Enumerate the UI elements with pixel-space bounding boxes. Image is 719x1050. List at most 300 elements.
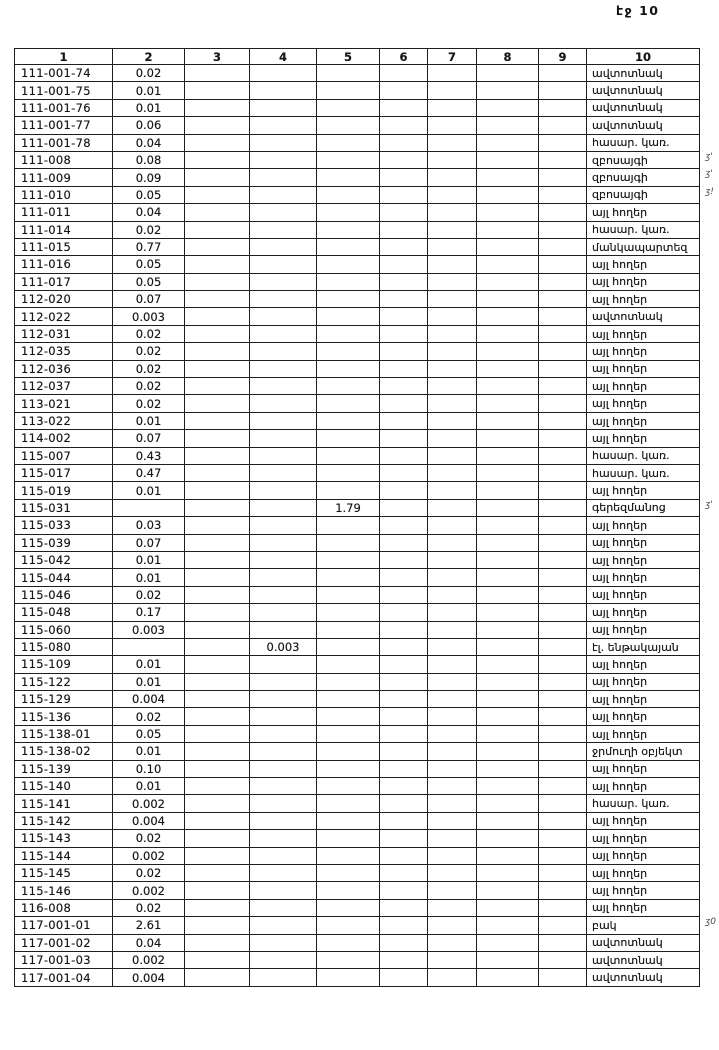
value-cell: 0.02: [113, 378, 185, 395]
table-row: [15, 499, 700, 516]
value-cell: [185, 256, 250, 273]
value-cell: [250, 517, 317, 534]
value-cell: [539, 273, 587, 290]
value-cell: [113, 499, 185, 516]
value-cell: [380, 621, 428, 638]
value-cell: [428, 673, 477, 690]
value-cell: [185, 656, 250, 673]
value-cell: 0.004: [113, 812, 185, 829]
value-cell: 0.07: [113, 534, 185, 551]
value-cell: [428, 917, 477, 934]
value-cell: [185, 482, 250, 499]
value-cell: [380, 221, 428, 238]
table-row: [15, 569, 700, 586]
value-cell: [250, 447, 317, 464]
value-cell: [380, 273, 428, 290]
parcel-code-cell: 117-001-02: [15, 934, 113, 951]
value-cell: [250, 917, 317, 934]
table-row: [15, 256, 700, 273]
table-row: [15, 134, 700, 151]
value-cell: [185, 360, 250, 377]
table-row: [15, 221, 700, 238]
value-cell: [185, 186, 250, 203]
table-row: [15, 586, 700, 603]
value-cell: [250, 778, 317, 795]
value-cell: [477, 569, 539, 586]
value-cell: [380, 691, 428, 708]
parcel-code-cell: 111-010: [15, 186, 113, 203]
table-row: [15, 760, 700, 777]
table-row: [15, 464, 700, 481]
value-cell: [539, 343, 587, 360]
value-cell: [477, 917, 539, 934]
value-cell: [250, 708, 317, 725]
value-cell: [250, 99, 317, 116]
value-cell: [250, 673, 317, 690]
parcel-code-cell: 115-046: [15, 586, 113, 603]
value-cell: [380, 604, 428, 621]
value-cell: [317, 395, 380, 412]
value-cell: [250, 604, 317, 621]
value-cell: [380, 830, 428, 847]
parcel-code-cell: 111-001-75: [15, 82, 113, 99]
value-cell: [185, 725, 250, 742]
value-cell: [539, 395, 587, 412]
land-use-cell: այլ հողեր: [587, 778, 700, 795]
parcel-code-cell: 111-015: [15, 238, 113, 255]
value-cell: [539, 291, 587, 308]
value-cell: 0.02: [113, 360, 185, 377]
value-cell: 0.004: [113, 969, 185, 986]
value-cell: [477, 969, 539, 986]
table-row: [15, 151, 700, 168]
parcel-code-cell: 115-129: [15, 691, 113, 708]
value-cell: [477, 169, 539, 186]
value-cell: [250, 830, 317, 847]
value-cell: [539, 221, 587, 238]
value-cell: [250, 586, 317, 603]
value-cell: [477, 291, 539, 308]
value-cell: [428, 482, 477, 499]
value-cell: [539, 708, 587, 725]
value-cell: [539, 691, 587, 708]
value-cell: [428, 412, 477, 429]
value-cell: [185, 969, 250, 986]
value-cell: [428, 586, 477, 603]
table-row: [15, 117, 700, 134]
value-cell: [477, 951, 539, 968]
parcel-code-cell: 111-001-78: [15, 134, 113, 151]
table-row: [15, 934, 700, 951]
parcel-code-cell: 115-139: [15, 760, 113, 777]
value-cell: [250, 847, 317, 864]
land-parcel-table: [14, 48, 716, 987]
value-cell: [317, 969, 380, 986]
value-cell: [185, 864, 250, 881]
value-cell: [250, 569, 317, 586]
table-row: [15, 951, 700, 968]
value-cell: [428, 899, 477, 916]
value-cell: [539, 899, 587, 916]
value-cell: [250, 82, 317, 99]
value-cell: [317, 534, 380, 551]
value-cell: [539, 325, 587, 342]
value-cell: [185, 830, 250, 847]
value-cell: [380, 864, 428, 881]
value-cell: [428, 82, 477, 99]
parcel-code-cell: 111-017: [15, 273, 113, 290]
parcel-code-cell: 116-008: [15, 899, 113, 916]
land-use-cell: այլ հողեր: [587, 812, 700, 829]
parcel-code-cell: 115-031: [15, 499, 113, 516]
parcel-code-cell: 117-001-01: [15, 917, 113, 934]
value-cell: [113, 638, 185, 655]
value-cell: [317, 934, 380, 951]
value-cell: [539, 864, 587, 881]
value-cell: [380, 151, 428, 168]
value-cell: [428, 569, 477, 586]
value-cell: [539, 551, 587, 568]
land-use-cell: այլ հողեր: [587, 691, 700, 708]
value-cell: [477, 204, 539, 221]
value-cell: [380, 308, 428, 325]
value-cell: 0.003: [113, 308, 185, 325]
value-cell: [380, 360, 428, 377]
value-cell: [428, 934, 477, 951]
value-cell: [317, 151, 380, 168]
value-cell: [317, 673, 380, 690]
value-cell: [250, 899, 317, 916]
value-cell: [250, 134, 317, 151]
value-cell: 0.02: [113, 65, 185, 82]
land-use-cell: այլ հողեր: [587, 847, 700, 864]
land-use-cell: այլ հողեր: [587, 586, 700, 603]
value-cell: 0.01: [113, 743, 185, 760]
table-row: [15, 395, 700, 412]
table-row: [15, 864, 700, 881]
value-cell: [428, 308, 477, 325]
parcel-code-cell: 113-021: [15, 395, 113, 412]
land-use-cell: ջրմուղի օբյեկտ: [587, 743, 700, 760]
value-cell: [380, 760, 428, 777]
value-cell: [428, 951, 477, 968]
land-use-cell: մանկապարտեզ: [587, 238, 700, 255]
parcel-code-cell: 111-009: [15, 169, 113, 186]
value-cell: [539, 830, 587, 847]
value-cell: [317, 117, 380, 134]
value-cell: [380, 447, 428, 464]
value-cell: [428, 447, 477, 464]
parcel-code-cell: 115-007: [15, 447, 113, 464]
value-cell: [380, 743, 428, 760]
land-use-cell: ավտոտնակ: [587, 65, 700, 82]
value-cell: [380, 291, 428, 308]
land-use-cell: ավտոտնակ: [587, 934, 700, 951]
parcel-code-cell: 112-036: [15, 360, 113, 377]
parcel-code-cell: 115-122: [15, 673, 113, 690]
value-cell: [539, 204, 587, 221]
table-row: [15, 812, 700, 829]
value-cell: 0.77: [113, 238, 185, 255]
land-use-cell: ավտոտնակ: [587, 117, 700, 134]
value-cell: [317, 691, 380, 708]
value-cell: [428, 743, 477, 760]
value-cell: [428, 795, 477, 812]
value-cell: [317, 99, 380, 116]
value-cell: [477, 621, 539, 638]
value-cell: [477, 151, 539, 168]
value-cell: [428, 551, 477, 568]
value-cell: 0.02: [113, 899, 185, 916]
value-cell: [477, 447, 539, 464]
value-cell: [477, 221, 539, 238]
value-cell: [380, 378, 428, 395]
value-cell: 0.01: [113, 99, 185, 116]
value-cell: [185, 82, 250, 99]
value-cell: [317, 743, 380, 760]
value-cell: 0.02: [113, 325, 185, 342]
table-row: [15, 343, 700, 360]
value-cell: [428, 656, 477, 673]
value-cell: [477, 65, 539, 82]
value-cell: [539, 621, 587, 638]
land-use-cell: այլ հողեր: [587, 864, 700, 881]
value-cell: [185, 238, 250, 255]
value-cell: [317, 65, 380, 82]
value-cell: [539, 934, 587, 951]
parcel-code-cell: 115-044: [15, 569, 113, 586]
parcel-code-cell: 115-042: [15, 551, 113, 568]
value-cell: [428, 778, 477, 795]
value-cell: [380, 951, 428, 968]
value-cell: [539, 778, 587, 795]
value-cell: [185, 743, 250, 760]
land-use-cell: ավտոտնակ: [587, 308, 700, 325]
table-row: [15, 482, 700, 499]
value-cell: [539, 238, 587, 255]
value-cell: [477, 256, 539, 273]
value-cell: [380, 656, 428, 673]
value-cell: [185, 951, 250, 968]
land-use-cell: այլ հողեր: [587, 517, 700, 534]
land-use-cell: այլ հողեր: [587, 899, 700, 916]
value-cell: 0.04: [113, 134, 185, 151]
value-cell: [477, 395, 539, 412]
table-row: [15, 291, 700, 308]
value-cell: [428, 360, 477, 377]
land-use-cell: ավտոտնակ: [587, 969, 700, 986]
value-cell: [185, 917, 250, 934]
page-number-label: էջ 10: [616, 3, 660, 18]
value-cell: [317, 795, 380, 812]
parcel-code-cell: 115-140: [15, 778, 113, 795]
value-cell: [250, 882, 317, 899]
value-cell: [185, 134, 250, 151]
value-cell: 0.01: [113, 656, 185, 673]
value-cell: [250, 395, 317, 412]
parcel-code-cell: 112-035: [15, 343, 113, 360]
value-cell: [185, 169, 250, 186]
value-cell: [428, 760, 477, 777]
value-cell: [477, 343, 539, 360]
value-cell: [185, 604, 250, 621]
parcel-code-cell: 115-141: [15, 795, 113, 812]
value-cell: [185, 395, 250, 412]
value-cell: [428, 847, 477, 864]
value-cell: [428, 517, 477, 534]
value-cell: [185, 899, 250, 916]
value-cell: [477, 308, 539, 325]
column-header-6: 6: [380, 49, 428, 65]
table-row: [15, 691, 700, 708]
value-cell: [185, 621, 250, 638]
value-cell: [380, 551, 428, 568]
land-use-cell: այլ հողեր: [587, 760, 700, 777]
value-cell: [428, 204, 477, 221]
value-cell: 0.01: [113, 412, 185, 429]
value-cell: [185, 151, 250, 168]
table-row: [15, 917, 700, 934]
value-cell: [185, 204, 250, 221]
table-row: [15, 412, 700, 429]
value-cell: [539, 134, 587, 151]
table-row: [15, 65, 700, 82]
value-cell: [380, 412, 428, 429]
parcel-code-cell: 113-022: [15, 412, 113, 429]
land-use-cell: այլ հողեր: [587, 360, 700, 377]
table-row: [15, 551, 700, 568]
value-cell: [250, 621, 317, 638]
table-row: [15, 708, 700, 725]
value-cell: [185, 325, 250, 342]
value-cell: [317, 134, 380, 151]
value-cell: [477, 864, 539, 881]
value-cell: [317, 464, 380, 481]
value-cell: [185, 847, 250, 864]
value-cell: [317, 638, 380, 655]
value-cell: [185, 412, 250, 429]
parcel-code-cell: 115-109: [15, 656, 113, 673]
value-cell: [539, 604, 587, 621]
land-use-cell: այլ հողեր: [587, 569, 700, 586]
value-cell: [539, 360, 587, 377]
value-cell: [380, 82, 428, 99]
value-cell: [539, 760, 587, 777]
value-cell: [250, 151, 317, 168]
value-cell: [477, 934, 539, 951]
land-use-cell: բակ ʒ0: [587, 917, 700, 934]
land-use-cell: զբոսայգի ʒ': [587, 151, 700, 168]
value-cell: [539, 673, 587, 690]
land-use-cell: այլ հողեր: [587, 273, 700, 290]
value-cell: 0.02: [113, 708, 185, 725]
value-cell: [539, 65, 587, 82]
table-row: [15, 795, 700, 812]
value-cell: [477, 830, 539, 847]
table-row: [15, 638, 700, 655]
value-cell: [317, 917, 380, 934]
value-cell: [250, 169, 317, 186]
value-cell: 0.10: [113, 760, 185, 777]
parcel-code-cell: 112-022: [15, 308, 113, 325]
value-cell: 0.01: [113, 778, 185, 795]
value-cell: [428, 325, 477, 342]
value-cell: [185, 99, 250, 116]
value-cell: [185, 638, 250, 655]
value-cell: [380, 638, 428, 655]
value-cell: [317, 621, 380, 638]
value-cell: [250, 412, 317, 429]
land-use-cell: այլ հողեր: [587, 656, 700, 673]
value-cell: [380, 708, 428, 725]
value-cell: [539, 482, 587, 499]
value-cell: [317, 708, 380, 725]
value-cell: 0.01: [113, 673, 185, 690]
value-cell: [428, 621, 477, 638]
value-cell: [380, 99, 428, 116]
value-cell: [539, 308, 587, 325]
value-cell: [477, 99, 539, 116]
table-row: [15, 273, 700, 290]
value-cell: 0.01: [113, 551, 185, 568]
value-cell: [250, 969, 317, 986]
value-cell: [250, 864, 317, 881]
value-cell: 0.002: [113, 951, 185, 968]
value-cell: [250, 186, 317, 203]
value-cell: [185, 65, 250, 82]
value-cell: [428, 134, 477, 151]
table-row: [15, 656, 700, 673]
value-cell: [317, 725, 380, 742]
column-header-4: 4: [250, 49, 317, 65]
table-row: [15, 673, 700, 690]
parcel-code-cell: 111-014: [15, 221, 113, 238]
land-use-cell: այլ հողեր: [587, 412, 700, 429]
land-use-cell: այլ հողեր: [587, 621, 700, 638]
value-cell: [380, 117, 428, 134]
value-cell: [185, 812, 250, 829]
value-cell: [380, 969, 428, 986]
value-cell: [317, 569, 380, 586]
value-cell: [317, 291, 380, 308]
column-header-3: 3: [185, 49, 250, 65]
column-header-8: 8: [477, 49, 539, 65]
value-cell: [250, 951, 317, 968]
value-cell: [317, 864, 380, 881]
land-use-cell: այլ հողեր: [587, 882, 700, 899]
value-cell: [477, 760, 539, 777]
value-cell: [477, 378, 539, 395]
parcel-code-cell: 111-008: [15, 151, 113, 168]
land-use-cell: այլ հողեր: [587, 291, 700, 308]
value-cell: [428, 812, 477, 829]
value-cell: 0.01: [113, 482, 185, 499]
value-cell: [428, 273, 477, 290]
value-cell: 0.002: [113, 795, 185, 812]
value-cell: 0.003: [250, 638, 317, 655]
land-use-cell: այլ հողեր: [587, 482, 700, 499]
value-cell: [539, 99, 587, 116]
value-cell: [539, 743, 587, 760]
value-cell: [477, 586, 539, 603]
value-cell: [185, 464, 250, 481]
value-cell: 0.02: [113, 343, 185, 360]
value-cell: [185, 499, 250, 516]
value-cell: [477, 325, 539, 342]
value-cell: [428, 499, 477, 516]
table-row: [15, 99, 700, 116]
value-cell: [539, 186, 587, 203]
